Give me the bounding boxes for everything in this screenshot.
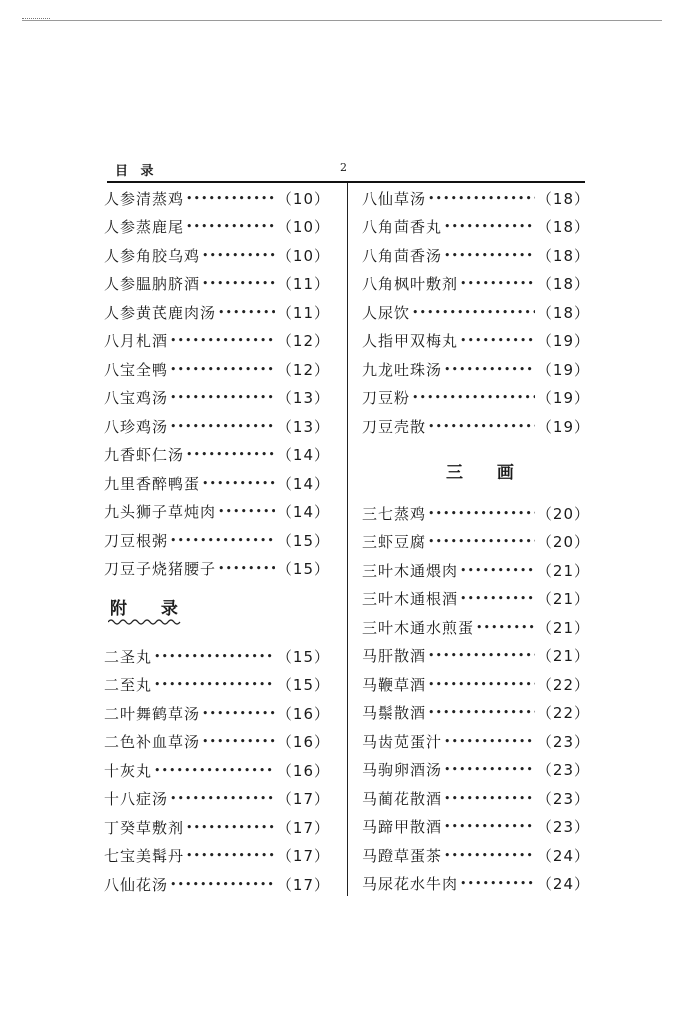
toc-entry xyxy=(104,469,330,497)
toc-entry xyxy=(362,355,590,383)
toc-entry-title: 三叶木通根酒 xyxy=(362,590,459,608)
toc-entry xyxy=(362,384,590,412)
toc-entry xyxy=(362,585,590,613)
toc-entry xyxy=(104,270,330,298)
dot-leader xyxy=(202,477,275,490)
toc-entry xyxy=(362,184,590,212)
toc-entry-page: （23） xyxy=(536,761,590,779)
toc-entry xyxy=(362,784,590,812)
toc-entry-title: 马齿苋蛋汁 xyxy=(362,732,443,751)
toc-entry xyxy=(104,642,330,670)
dot-leader xyxy=(218,505,275,518)
left-column xyxy=(104,184,330,904)
dot-leader xyxy=(460,564,535,577)
toc-entry xyxy=(362,499,590,527)
dot-leader xyxy=(202,277,275,290)
toc-entry-title: 二圣丸 xyxy=(104,647,153,666)
toc-entry-title: 八宝鸡汤 xyxy=(104,389,169,407)
appendix-wavy-underline xyxy=(108,618,182,626)
toc-entry-title: 马肝散酒 xyxy=(362,647,427,665)
toc-entry-title: 马驹卵酒汤 xyxy=(362,761,443,779)
toc-entry xyxy=(104,327,330,355)
dot-leader xyxy=(170,334,275,347)
toc-entry xyxy=(104,813,330,841)
dot-leader xyxy=(218,562,275,575)
toc-entry xyxy=(104,241,330,269)
toc-entry xyxy=(104,441,330,469)
toc-entry-page: （17） xyxy=(276,847,330,865)
toc-entry xyxy=(362,298,590,326)
toc-entry xyxy=(362,213,590,241)
toc-entry-page: （13） xyxy=(276,417,330,436)
toc-entry xyxy=(362,241,590,269)
toc-entry-page: （18） xyxy=(536,246,590,265)
column-divider xyxy=(347,183,348,896)
toc-entry-page: （17） xyxy=(276,875,330,894)
toc-entry-page: （17） xyxy=(276,790,330,808)
toc-entry-page: （24） xyxy=(536,875,590,893)
toc-entry-title: 九里香醉鸭蛋 xyxy=(104,474,201,493)
toc-entry-title: 马蹬草蛋茶 xyxy=(362,846,443,865)
dot-leader xyxy=(186,448,275,461)
toc-entry xyxy=(362,841,590,869)
toc-entry-page: （19） xyxy=(536,417,590,436)
toc-entry-title: 三虾豆腐 xyxy=(362,533,427,551)
toc-entry-page: （15） xyxy=(276,676,330,694)
toc-entry-page: （11） xyxy=(276,275,330,293)
toc-entry xyxy=(104,842,330,870)
dot-leader xyxy=(202,707,275,720)
dot-leader xyxy=(412,306,535,319)
toc-entry-title: 八珍鸡汤 xyxy=(104,417,169,436)
toc-entry xyxy=(362,813,590,841)
toc-entry-title: 马尿花水牛肉 xyxy=(362,875,459,893)
toc-entry-page: （15） xyxy=(276,560,330,578)
header-rule xyxy=(107,181,585,183)
toc-entry xyxy=(362,412,590,440)
toc-entry-page: （17） xyxy=(276,818,330,837)
toc-entry-page: （15） xyxy=(276,531,330,550)
toc-entry xyxy=(362,727,590,755)
dot-leader xyxy=(428,649,535,662)
dot-leader xyxy=(460,877,535,890)
toc-entry-title: 十八症汤 xyxy=(104,790,169,808)
toc-entry-title: 刀豆根粥 xyxy=(104,531,169,550)
toc-entry-page: （10） xyxy=(276,218,330,236)
toc-entry-page: （23） xyxy=(536,818,590,836)
top-border-line xyxy=(22,20,662,21)
toc-entry-page: （18） xyxy=(536,189,590,208)
dot-leader xyxy=(444,220,535,233)
toc-entry-title: 三七蒸鸡 xyxy=(362,504,427,523)
dot-leader xyxy=(154,650,275,663)
dot-leader xyxy=(460,334,535,347)
toc-entry-title: 二叶舞鹤草汤 xyxy=(104,704,201,723)
toc-entry xyxy=(362,756,590,784)
toc-entry-title: 马蹄甲散酒 xyxy=(362,818,443,836)
toc-entry-page: （11） xyxy=(276,303,330,322)
toc-entry-title: 三叶木通水煎蛋 xyxy=(362,618,475,637)
toc-entry-page: （18） xyxy=(536,275,590,293)
toc-entry-title: 人参腽肭脐酒 xyxy=(104,275,201,293)
toc-entry xyxy=(362,670,590,698)
dot-leader xyxy=(476,621,535,634)
toc-entry-title: 人参清蒸鸡 xyxy=(104,189,185,208)
dot-leader xyxy=(428,420,535,433)
toc-entry-title: 马蔺花散酒 xyxy=(362,789,443,808)
toc-entry-page: （14） xyxy=(276,503,330,521)
dot-leader xyxy=(460,277,535,290)
toc-entry-page: （22） xyxy=(536,675,590,694)
toc-entry-title: 二至丸 xyxy=(104,676,153,694)
toc-entry-page: （15） xyxy=(276,647,330,666)
dot-leader xyxy=(170,878,275,891)
toc-entry-title: 人参角胶乌鸡 xyxy=(104,246,201,265)
dot-leader xyxy=(428,706,535,719)
toc-entry-title: 人参蒸鹿尾 xyxy=(104,218,185,236)
dot-leader xyxy=(444,849,535,862)
toc-entry xyxy=(362,613,590,641)
dot-leader xyxy=(444,363,535,376)
toc-entry-page: （23） xyxy=(536,789,590,808)
dot-leader xyxy=(186,849,275,862)
toc-entry-page: （13） xyxy=(276,389,330,407)
toc-entry xyxy=(104,298,330,326)
toc-entry xyxy=(362,699,590,727)
toc-entry xyxy=(362,270,590,298)
dot-leader xyxy=(444,792,535,805)
toc-entry xyxy=(362,556,590,584)
toc-entry-page: （12） xyxy=(276,332,330,350)
toc-entry-page: （21） xyxy=(536,561,590,580)
section-title-san-hua: 三 画 xyxy=(446,463,528,483)
toc-entry-page: （18） xyxy=(536,303,590,322)
toc-entry-title: 二色补血草汤 xyxy=(104,733,201,751)
toc-entry-title: 七宝美髯丹 xyxy=(104,847,185,865)
toc-entry xyxy=(104,355,330,383)
dot-leader xyxy=(170,420,275,433)
toc-entry-title: 八角枫叶敷剂 xyxy=(362,275,459,293)
toc-entry-title: 三叶木通煨肉 xyxy=(362,561,459,580)
dot-leader xyxy=(170,534,275,547)
toc-entry xyxy=(362,642,590,670)
toc-entry xyxy=(104,756,330,784)
toc-entry-title: 丁癸草敷剂 xyxy=(104,818,185,837)
dot-leader xyxy=(170,363,275,376)
toc-entry-page: （21） xyxy=(536,647,590,665)
dot-leader xyxy=(170,391,275,404)
dot-leader xyxy=(154,678,275,691)
page-number: 2 xyxy=(340,161,347,174)
toc-entry-page: （23） xyxy=(536,732,590,751)
toc-entry xyxy=(104,870,330,898)
dot-leader xyxy=(444,249,535,262)
toc-entry xyxy=(104,671,330,699)
toc-entry-title: 八角茴香汤 xyxy=(362,246,443,265)
dot-leader xyxy=(444,763,535,776)
dot-leader xyxy=(186,821,275,834)
toc-entry-page: （19） xyxy=(536,389,590,407)
dot-leader xyxy=(444,735,535,748)
dot-leader xyxy=(428,678,535,691)
toc-entry-page: （21） xyxy=(536,618,590,637)
toc-entry-title: 刀豆壳散 xyxy=(362,417,427,436)
dot-leader xyxy=(444,820,535,833)
toc-entry-page: （10） xyxy=(276,246,330,265)
toc-entry-page: （14） xyxy=(276,474,330,493)
appendix-title: 附 录 xyxy=(110,599,192,619)
dot-leader xyxy=(186,192,275,205)
toc-entry-title: 马鞭草酒 xyxy=(362,675,427,694)
toc-entry-title: 人指甲双梅丸 xyxy=(362,332,459,350)
right-column xyxy=(362,184,590,904)
toc-entry-page: （16） xyxy=(276,704,330,723)
dot-leader xyxy=(170,792,275,805)
toc-entry-page: （22） xyxy=(536,704,590,722)
toc-entry-title: 八宝全鸭 xyxy=(104,360,169,379)
toc-entry-page: （14） xyxy=(276,446,330,464)
toc-entry xyxy=(104,699,330,727)
toc-entry xyxy=(104,384,330,412)
toc-entry-title: 九头狮子草炖肉 xyxy=(104,503,217,521)
toc-entry xyxy=(104,498,330,526)
toc-entry-page: （19） xyxy=(536,360,590,379)
toc-entry-page: （20） xyxy=(536,504,590,523)
toc-entry-page: （12） xyxy=(276,360,330,379)
toc-entry xyxy=(362,327,590,355)
dot-leader xyxy=(202,735,275,748)
toc-entry xyxy=(362,870,590,898)
dot-leader xyxy=(428,535,535,548)
toc-entry xyxy=(104,728,330,756)
toc-entry-title: 八仙草汤 xyxy=(362,189,427,208)
dot-leader xyxy=(202,249,275,262)
toc-entry-title: 八角茴香丸 xyxy=(362,218,443,236)
toc-entry xyxy=(104,184,330,212)
toc-entry-page: （16） xyxy=(276,761,330,780)
toc-entry-title: 十灰丸 xyxy=(104,761,153,780)
dot-leader xyxy=(428,507,535,520)
page-header xyxy=(107,160,585,180)
toc-entry-page: （20） xyxy=(536,533,590,551)
dot-leader xyxy=(154,764,275,777)
toc-entry-page: （18） xyxy=(536,218,590,236)
toc-entry-title: 八仙花汤 xyxy=(104,875,169,894)
toc-entry-page: （21） xyxy=(536,590,590,608)
toc-entry xyxy=(104,412,330,440)
toc-entry-title: 九龙吐珠汤 xyxy=(362,360,443,379)
toc-entry-title: 人尿饮 xyxy=(362,303,411,322)
dot-leader xyxy=(412,391,535,404)
toc-entry-title: 刀豆粉 xyxy=(362,389,411,407)
dot-leader xyxy=(428,192,535,205)
contents-title: 目 录 xyxy=(115,164,158,179)
toc-entry-title: 九香虾仁汤 xyxy=(104,446,185,464)
toc-entry xyxy=(104,526,330,554)
toc-entry xyxy=(104,555,330,583)
toc-entry-title: 人参黄芪鹿肉汤 xyxy=(104,303,217,322)
dot-leader xyxy=(218,306,275,319)
toc-entry-page: （10） xyxy=(276,189,330,208)
toc-entry-page: （16） xyxy=(276,733,330,751)
toc-entry-page: （19） xyxy=(536,332,590,350)
toc-entry-title: 刀豆子烧猪腰子 xyxy=(104,560,217,578)
toc-entry-title: 马鬃散酒 xyxy=(362,704,427,722)
toc-entry-title: 八月札酒 xyxy=(104,332,169,350)
toc-entry xyxy=(362,528,590,556)
toc-entry xyxy=(104,785,330,813)
toc-entry xyxy=(104,213,330,241)
dot-leader xyxy=(460,592,535,605)
dot-leader xyxy=(186,220,275,233)
toc-entry-page: （24） xyxy=(536,846,590,865)
